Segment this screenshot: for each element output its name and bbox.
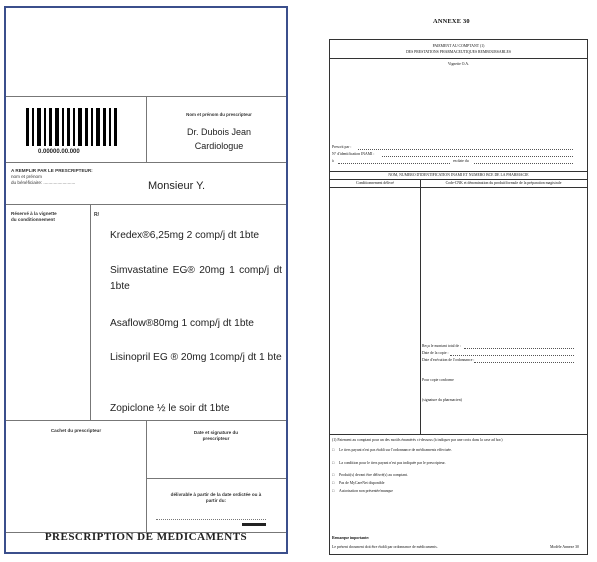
annex-identification: N° d'identification INAMI : xyxy=(332,152,375,156)
prescriber-label: Nom et prénom du prescripteur xyxy=(186,112,252,117)
vignette-label-2: du conditionnement xyxy=(11,217,55,222)
barcode-bar xyxy=(26,108,29,146)
barcode-bar xyxy=(78,108,82,146)
barcode-bar xyxy=(37,108,41,146)
barcode-bar xyxy=(91,108,93,146)
annex-col-right: Code-CNK et dénomination du produit/formule de la préparation magistrale xyxy=(445,181,562,185)
annex-reason-checkbox[interactable]: □ xyxy=(332,489,335,493)
annex-total: Reçu le montant total de : xyxy=(422,344,462,348)
annex-place: à xyxy=(332,159,334,163)
annex-reason: Pas de MyCareNet disponible xyxy=(339,481,385,485)
barcode-bar xyxy=(73,108,75,146)
drug-line: Kredex®6,25mg 2 comp/j dt 1bte xyxy=(110,230,260,241)
fill-label-2: nom et prénom xyxy=(11,174,42,179)
prescriber-name: Dr. Dubois Jean xyxy=(186,127,252,137)
prescriber-specialty: Cardiologue xyxy=(194,141,244,151)
rx-symbol: R/ xyxy=(94,212,99,218)
annex-reason: Produit(s) devant être délivré(s) au comptant. xyxy=(339,473,408,477)
drug-line: Lisinopril EG ® 20mg 1comp/j dt 1 bte xyxy=(110,352,282,363)
annex-footer-model: Modèle Annexe 30 xyxy=(550,545,579,549)
drug-line: Asaflow®80mg 1 comp/j dt 1bte xyxy=(110,318,254,329)
barcode-bar xyxy=(103,108,106,146)
annex-reason-checkbox[interactable]: □ xyxy=(332,473,335,477)
annex-reason: La condition pour le tiers payant n'est pas indiquée par le prescripteur. xyxy=(339,461,446,465)
deliverable-label-1: délivrable à partir de la date ordictée ou à xyxy=(170,492,262,497)
drug-line: Simvastatine EG® 20mg 1 comp/j dt 1bte xyxy=(110,265,282,292)
annex-reason: Autorisation non présentée/manque xyxy=(339,489,393,493)
annex-col-left: Conditionnement délivré xyxy=(356,181,394,185)
annex-payment-note: (1) Paiement au comptant pour un des motifs énumérés ci-dessous (à indiquer par une croix dans la case ad hoc) xyxy=(332,438,503,442)
annex-remark-text: Le présent document doit être établi par ordonnance de médicaments. xyxy=(332,545,438,549)
barcode-bar xyxy=(55,108,59,146)
barcode-bar xyxy=(114,108,117,146)
annex-exec-date: Date d'exécution de l'ordonnance : xyxy=(422,358,475,362)
date-signature-label-1: Date et signature du xyxy=(193,430,239,435)
annex-signature: (signature du pharmacien) xyxy=(422,398,462,402)
fill-label-3: du bénéficiaire: ......................... xyxy=(11,180,76,185)
annex-vignette: Vignette O.A. xyxy=(447,62,470,66)
drug-line: Zopiclone ½ le soir dt 1bte xyxy=(110,403,230,414)
prescription-form xyxy=(4,6,288,554)
barcode-bar xyxy=(109,108,111,146)
barcode-bar xyxy=(67,108,70,146)
fill-label-1: A REMPLIR PAR LE PRESCRIPTEUR: xyxy=(11,168,93,173)
annex-title: ANNEXE 30 xyxy=(433,18,470,25)
barcode-bar xyxy=(32,108,34,146)
barcode-bar xyxy=(85,108,88,146)
stamp-label: Cachet du prescripteur xyxy=(50,428,102,433)
barcode-bar xyxy=(49,108,52,146)
barcode-bar xyxy=(62,108,64,146)
annex-reason-checkbox[interactable]: □ xyxy=(332,481,335,485)
annex-name-row: NOM, NUMERO D'IDENTIFICATION INAMI ET NUMERO BCE DE LA PHARMACIE xyxy=(388,173,529,177)
annex-reason: Le tiers payant n'est pas établi sur l'ordonnance de médicaments effectuée. xyxy=(339,448,452,452)
annex-copy-date: Date de la copie : xyxy=(422,351,449,355)
annex-header-2: DES PRESTATIONS PHARMACEUTIQUES REMBOURSABLES xyxy=(406,50,511,54)
annex-reason-checkbox[interactable]: □ xyxy=(332,448,335,452)
annex-reason-checkbox[interactable]: □ xyxy=(332,461,335,465)
date-signature-label-2: prescripteur xyxy=(202,436,230,441)
annex-header-1: PAIEMENT AU COMPTANT (1) xyxy=(432,44,485,48)
vignette-label-1: Réservé à la vignette xyxy=(11,211,57,216)
prescription-title: PRESCRIPTION DE MEDICAMENTS xyxy=(44,531,248,543)
deliverable-label-2: partir du: xyxy=(205,498,227,503)
annex-remark-title: Remarque importante: xyxy=(332,536,370,540)
annex-prescribed-by: Prescrit par : xyxy=(332,145,352,149)
beneficiary-name: Monsieur Y. xyxy=(148,180,206,192)
barcode-bar xyxy=(96,108,100,146)
annex-date: en date du xyxy=(453,159,469,163)
barcode xyxy=(26,108,116,146)
annex-certified: Pour copie conforme xyxy=(422,378,454,382)
barcode-number: 0.00000.00.000 xyxy=(38,149,80,155)
barcode-bar xyxy=(44,108,46,146)
annex-form xyxy=(329,39,588,555)
